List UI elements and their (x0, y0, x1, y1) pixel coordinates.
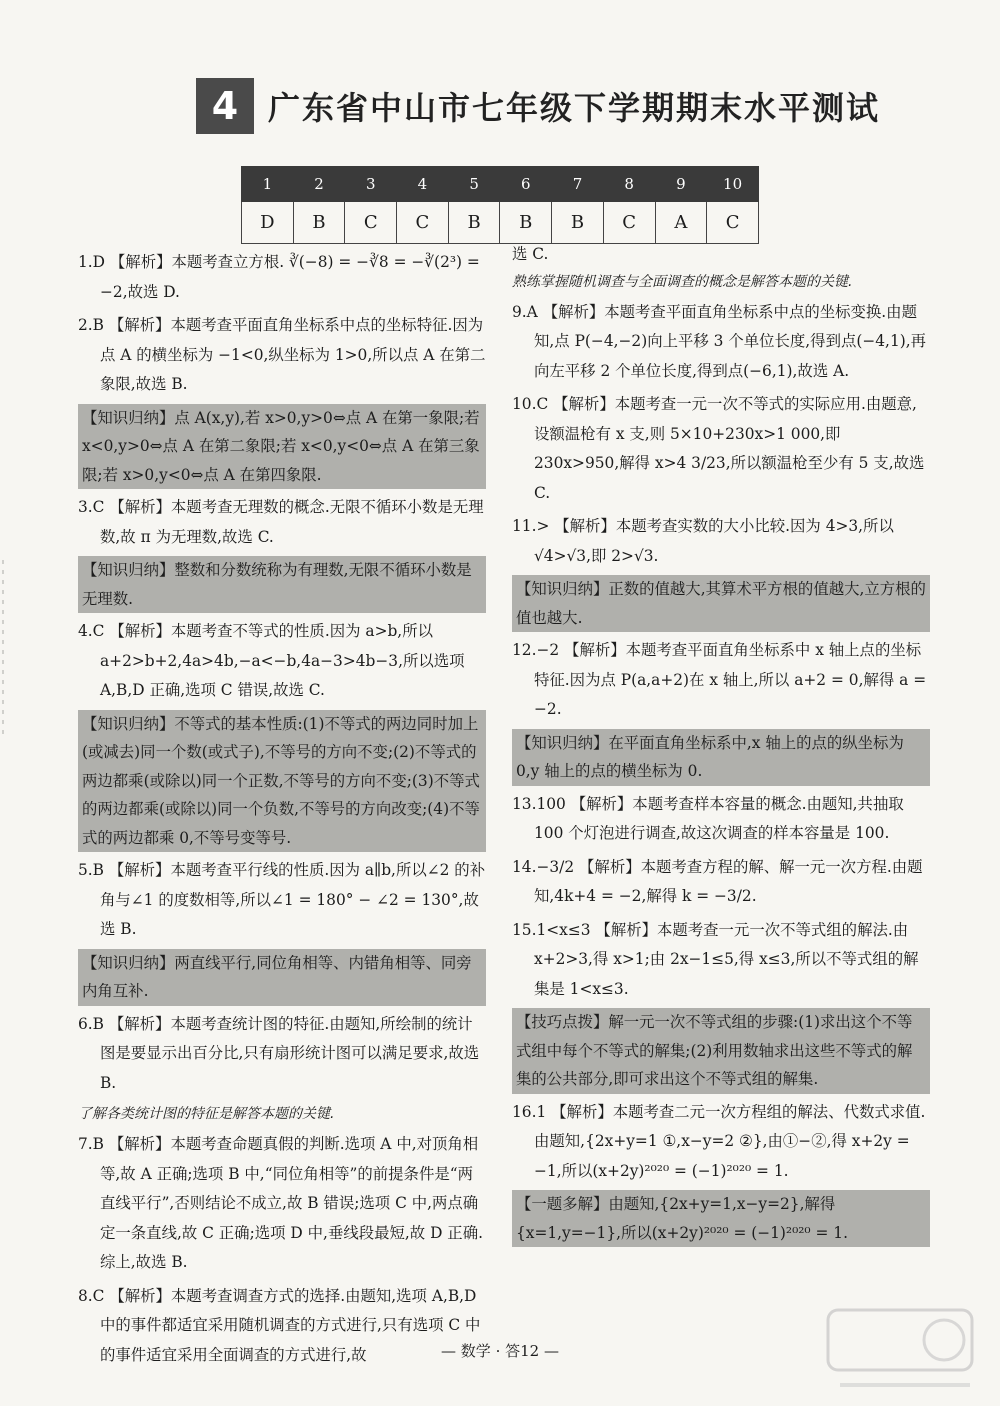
answer-cell: C (603, 202, 655, 244)
answer-cell: C (397, 202, 449, 244)
solution-item: 13.100 【解析】本题考查样本容量的概念.由题知,共抽取 100 个灯泡进行调查,故这次调查的样本容量是 100. (512, 794, 904, 842)
page-footer: — 数学 · 答12 — (441, 1342, 559, 1360)
watermark-stamp-icon (820, 1300, 980, 1400)
solution-item: 16.1 【解析】本题考查二元一次方程组的解法、代数式求值.由题知,{2x+y=1 ①,x−y=2 ②},由①−②,得 x+2y = −1,所以(x+2y)²⁰²⁰ = (−1)²⁰²⁰ = 1. (512, 1102, 926, 1180)
knowledge-box: 【知识归纳】点 A(x,y),若 x>0,y>0⇔点 A 在第一象限;若 x<0,y>0⇔点 A 在第二象限;若 x<0,y<0⇔点 A 在第三象限;若 x>0,y<0⇔点 A 在第四象限. (78, 404, 486, 490)
solution-item: 9.A 【解析】本题考查平面直角坐标系中点的坐标变换.由题知,点 P(−4,−2)向上平移 3 个单位长度,得到点(−4,1),再向左平移 2 个单位长度,得到点(−6,1),故选 A. (512, 302, 927, 380)
answer-cell: B (293, 202, 345, 244)
question-number: 1 (242, 167, 294, 202)
alt-solution-box: 【一题多解】由题知,{2x+y=1,x−y=2},解得 {x=1,y=−1},所以(x+2y)²⁰²⁰ = (−1)²⁰²⁰ = 1. (512, 1190, 930, 1247)
knowledge-box: 【知识归纳】两直线平行,同位角相等、内错角相等、同旁内角互补. (78, 949, 486, 1006)
answer-cell: B (500, 202, 552, 244)
answer-cell: B (552, 202, 604, 244)
answer-cell: C (345, 202, 397, 244)
section-header (196, 78, 880, 134)
left-column (78, 248, 486, 1370)
knowledge-box: 【知识归纳】整数和分数统称为有理数,无限不循环小数是无理数. (78, 556, 486, 613)
question-number: 4 (397, 167, 449, 202)
question-number: 9 (655, 167, 707, 202)
solution-item: 15.1<x≤3 【解析】本题考查一元一次不等式组的解法.由 x+2>3,得 x>1;由 2x−1≤5,得 x≤3,所以不等式组的解集是 1<x≤3. (512, 920, 919, 998)
page-title: 广东省中山市七年级下学期期末水平测试 (268, 89, 881, 127)
section-number: 4 (196, 78, 254, 134)
margin-scan-mark (0, 560, 6, 740)
question-number: 10 (707, 167, 759, 202)
answer-cell: A (655, 202, 707, 244)
answer-cell: B (448, 202, 500, 244)
solution-item: 8.C 【解析】本题考查调查方式的选择.由题知,选项 A,B,D 中的事件都适宜采用随机调查的方式进行,只有选项 C 中的事件适宜采用全面调查的方式进行,故 (78, 1286, 481, 1364)
knowledge-box: 【知识归纳】不等式的基本性质:(1)不等式的两边同时加上(或减去)同一个数(或式子),不等号的方向不变;(2)不等式的两边都乘(或除以)同一个正数,不等号的方向不变;(3)不等式的两边都乘(或除以)同一个负数,不等号的方向改变;(4)不等式的两边都乘 0,不等号变等号. (78, 710, 486, 853)
question-number: 2 (293, 167, 345, 202)
continued-text: 选 C. (512, 245, 549, 263)
answer-table-value-row (242, 202, 759, 244)
question-number: 5 (448, 167, 500, 202)
solution-item: 14.−3/2 【解析】本题考查方程的解、解一元一次方程.由题知,4k+4 = −2,解得 k = −3/2. (512, 857, 923, 905)
right-column (512, 240, 930, 1247)
solution-item: 5.B 【解析】本题考查平行线的性质.因为 a∥b,所以∠2 的补角与∠1 的度数相等,所以∠1 = 180° − ∠2 = 130°,故选 B. (78, 861, 486, 938)
question-number: 8 (603, 167, 655, 202)
solution-item: 2.B 【解析】本题考查平面直角坐标系中点的坐标特征.因为点 A 的横坐标为 −1<0,纵坐标为 1>0,所以点 A 在第二象限,故选 B. (78, 316, 486, 393)
solution-item: 11.> 【解析】本题考查实数的大小比较.因为 4>3,所以 √4>√3,即 2>√3. (512, 517, 894, 565)
solution-item: 1.D 【解析】本题考查立方根. ∛(−8) = −∛8 = −∛(2³) = −2,故选 D. (78, 253, 480, 301)
tip-box: 【技巧点拨】解一元一次不等式组的步骤:(1)求出这个不等式组中每个不等式的解集;(2)利用数轴求出这些不等式的解集的公共部分,即可求出这个不等式组的解集. (512, 1008, 930, 1094)
solution-item: 12.−2 【解析】本题考查平面直角坐标系中 x 轴上点的坐标特征.因为点 P(a,a+2)在 x 轴上,所以 a+2 = 0,解得 a = −2. (512, 641, 927, 718)
solution-item: 10.C 【解析】本题考查一元一次不等式的实际应用.由题意,设额温枪有 x 支,则 5×10+230x>1 000,即 230x>950,解得 x>4 3/23,所以额温枪至少有 5 支,故选 C. (512, 395, 925, 502)
question-number: 3 (345, 167, 397, 202)
solution-item: 3.C 【解析】本题考查无理数的概念.无限不循环小数是无理数,故 π 为无理数,故选 C. (78, 498, 484, 546)
solution-item: 6.B 【解析】本题考查统计图的特征.由题知,所绘制的统计图是要显示出百分比,只有扇形统计图可以满足要求,故选 B. (78, 1014, 480, 1092)
answer-cell: D (242, 202, 294, 244)
answer-cell: C (707, 202, 759, 244)
handwritten-note: 了解各类统计图的特征是解答本题的关键. (78, 1106, 335, 1122)
handwritten-note: 熟练掌握随机调查与全面调查的概念是解答本题的关键. (512, 273, 853, 290)
question-number: 7 (552, 167, 604, 202)
question-number: 6 (500, 167, 552, 202)
solution-item: 7.B 【解析】本题考查命题真假的判断.选项 A 中,对顶角相等,故 A 正确;选项 B 中,“同位角相等”的前提条件是“两直线平行”,否则结论不成立,故 B 错误;选项 C 中,两点确定一条直线,故 C 正确;选项 D 中,垂线段最短,故 D 正确.综上,故选 B. (78, 1135, 483, 1271)
solution-item: 4.C 【解析】本题考查不等式的性质.因为 a>b,所以 a+2>b+2,4a>4b,−a<−b,4a−3>4b−3,所以选项 A,B,D 正确,选项 C 错误,故选 C. (78, 622, 465, 699)
knowledge-box: 【知识归纳】在平面直角坐标系中,x 轴上的点的纵坐标为 0,y 轴上的点的横坐标为 0. (512, 729, 930, 786)
knowledge-box: 【知识归纳】正数的值越大,其算术平方根的值越大,立方根的值也越大. (512, 575, 930, 632)
answer-table-header-row (242, 167, 759, 202)
answer-table (241, 166, 759, 244)
